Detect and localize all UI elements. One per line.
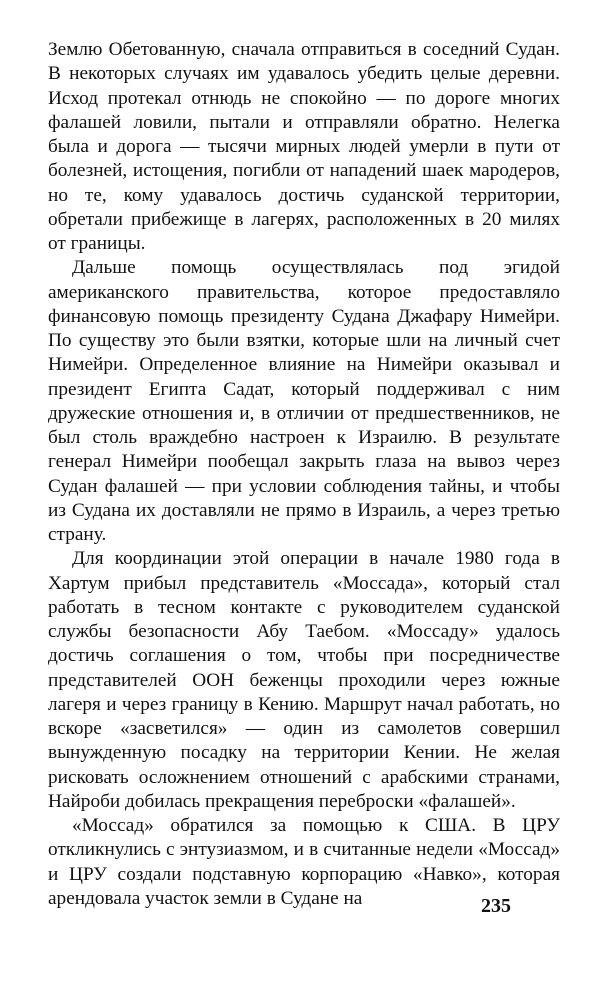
paragraph-3: Для координации этой операции в начале 1980 года в Хартум прибыл представитель «Моссада», который стал работать в тесном контакте с руководителем суданской службы безопасности Абу Таебом. «Моссаду» удалось достичь соглашения о том, чтобы при посредничестве представителей ООН беженцы проходили через южные лагеря и через границу в Кению. Маршрут начал работать, но вскоре «засветился» — один из самолетов совершил вынужденную посадку на территории Кении. Не желая рисковать осложнением отношений с арабскими странами, Найроби добилась прекращения переброски «фалашей».	[48, 548, 560, 812]
paragraph-1: Землю Обетованную, сначала отправиться в соседний Судан. В некоторых случаях им удавалось убедить целые деревни. Исход протекал отнюдь не спокойно — по дороге многих фалашей ловили, пытали и отправляли обратно. Нелегка была и дорога — тысячи мирных людей умерли в пути от болезней, истощения, погибли от нападений шаек мародеров, но те, кому удавалось достичь суданской территории, обретали прибежище в лагерях, расположенных в 20 милях от границы.	[48, 39, 560, 254]
page-body	[48, 38, 560, 911]
page-number: 235	[481, 895, 511, 917]
paragraph-2: Дальше помощь осуществлялась под эгидой американского правительства, которое предоставляло финансовую помощь президенту Судана Джафару Нимейри. По существу это были взятки, которые шли на личный счет Нимейри. Определенное влияние на Нимейри оказывал и президент Египта Садат, который поддерживал с ним дружеские отношения и, в отличии от предшественников, не был столь враждебно настроен к Израилю. В результате генерал Нимейри пообещал закрыть глаза на вывоз через Судан фалашей — при условии соблюдения тайны, и чтобы из Судана их доставляли не прямо в Израиль, а через третью страну.	[48, 257, 560, 545]
paragraph-4: «Моссад» обратился за помощью к США. В ЦРУ откликнулись с энтузиазмом, и в считанные недели «Моссад» и ЦРУ создали подставную корпорацию «Навко», которая арендовала участок земли в Судане на	[48, 815, 560, 909]
